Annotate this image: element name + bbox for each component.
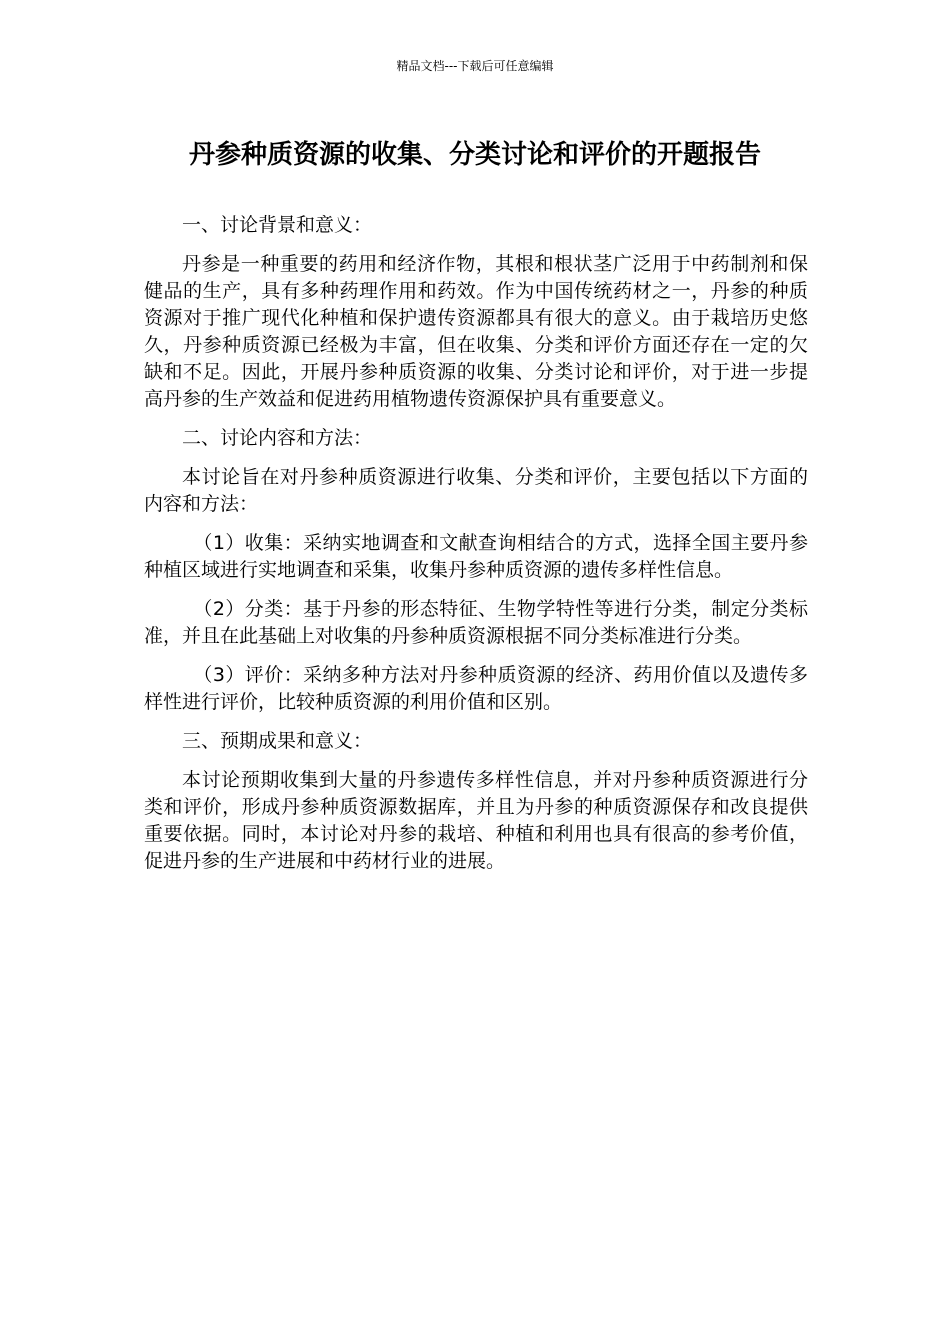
section-2-heading: 二、讨论内容和方法：: [182, 427, 373, 449]
list-item-classification: （2）分类：基于丹参的形态特征、生物学特性等进行分类，制定分类标准，并且在此基础上对收集的丹参种质资源根据不同分类标准进行分类。: [144, 598, 808, 647]
list-item-evaluation: （3）评价：采纳多种方法对丹参种质资源的经济、药用价值以及遗传多样性进行评价，比较种质资源的利用价值和区别。: [144, 664, 808, 713]
section-3-heading: 三、预期成果和意义：: [182, 730, 373, 752]
document-title: 丹参种质资源的收集、分类讨论和评价的开题报告: [188, 140, 761, 170]
section-3-paragraph: 本讨论预期收集到大量的丹参遗传多样性信息，并对丹参种质资源进行分类和评价，形成丹参种质资源数据库，并且为丹参的种质资源保存和改良提供重要依据。同时，本讨论对丹参的栽培、种植和利用也具有很高的参考价值，促进丹参的生产进展和中药材行业的进展。: [144, 769, 808, 872]
section-1-heading: 一、讨论背景和意义：: [182, 214, 373, 236]
section-1-paragraph: 丹参是一种重要的药用和经济作物，其根和根状茎广泛用于中药制剂和保健品的生产，具有多种药理作用和药效。作为中国传统药材之一，丹参的种质资源对于推广现代化种植和保护遗传资源都具有很大的意义。由于栽培历史悠久，丹参种质资源已经极为丰富，但在收集、分类和评价方面还存在一定的欠缺和不足。因此，开展丹参种质资源的收集、分类讨论和评价，对于进一步提高丹参的生产效益和促进药用植物遗传资源保护具有重要意义。: [144, 253, 808, 410]
page-header: 精品文档---下载后可任意编辑: [396, 59, 554, 73]
list-item-collection: （1）收集：采纳实地调查和文献查询相结合的方式，选择全国主要丹参种植区域进行实地调查和采集，收集丹参种质资源的遗传多样性信息。: [144, 532, 808, 581]
section-2-intro: 本讨论旨在对丹参种质资源进行收集、分类和评价，主要包括以下方面的内容和方法：: [144, 466, 808, 515]
document-body: [144, 212, 808, 875]
